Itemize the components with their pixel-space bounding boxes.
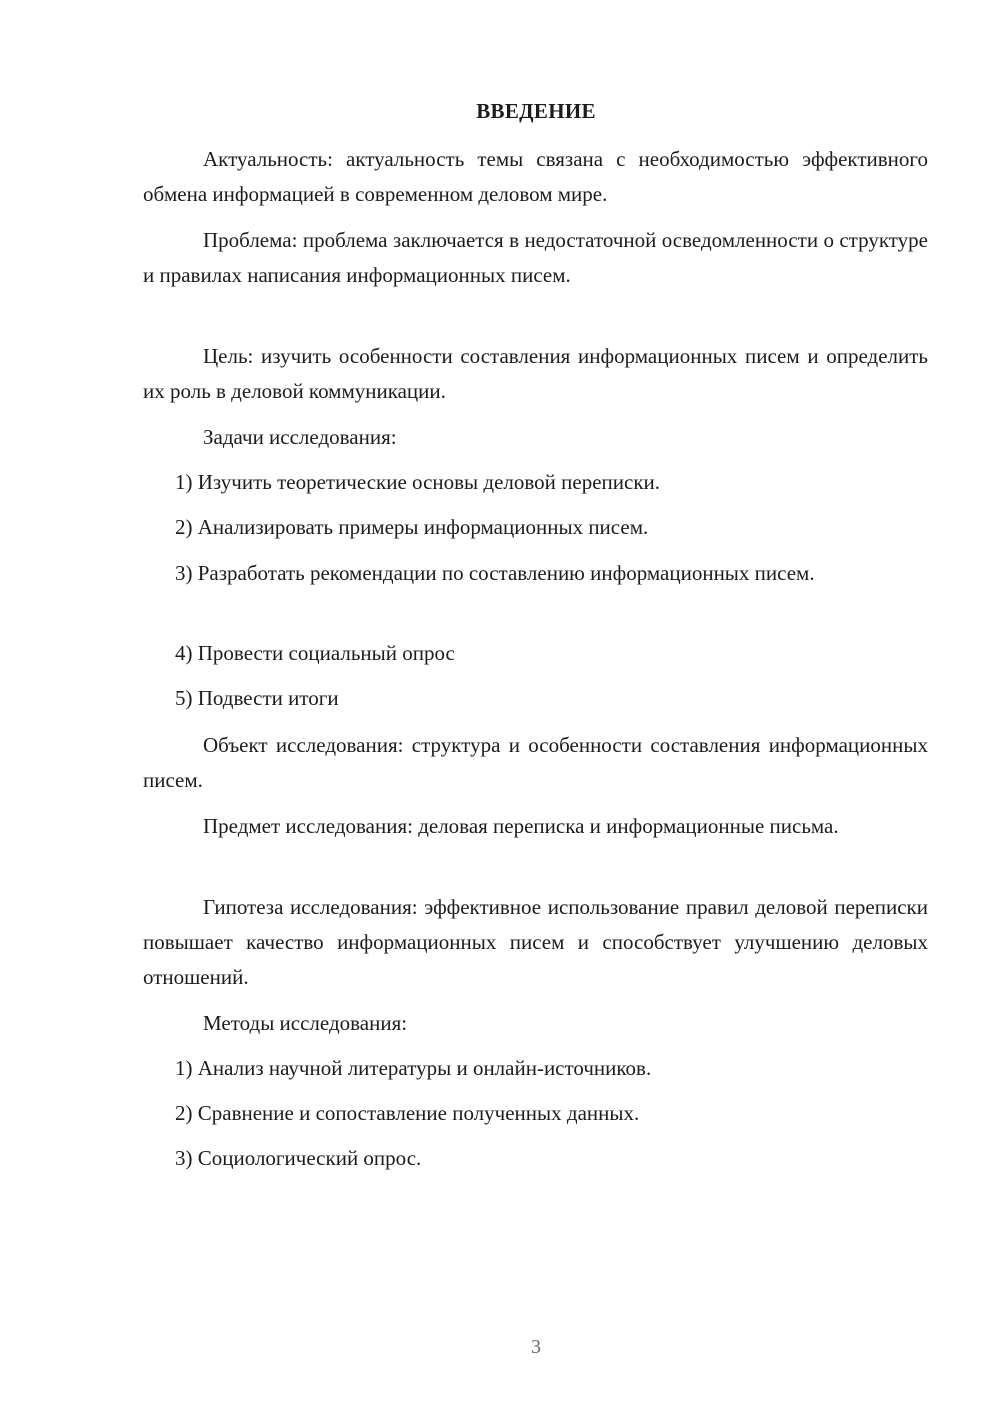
paragraph-tasks-heading: Задачи исследования: <box>203 425 397 449</box>
paragraph-hypothesis: Гипотеза исследования: эффективное использование правил деловой переписки повышает качество информационных писем и способствует улучшению деловых отношений. <box>143 895 928 989</box>
paragraph-methods-heading: Методы исследования: <box>203 1011 408 1035</box>
list-item-method-3: 3) Социологический опрос. <box>175 1146 422 1170</box>
list-item-task-2: 2) Анализировать примеры информационных писем. <box>175 515 649 539</box>
list-item-method-2: 2) Сравнение и сопоставление полученных данных. <box>175 1101 640 1125</box>
list-item-task-3: 3) Разработать рекомендации по составлению информационных писем. <box>175 561 815 585</box>
paragraph-relevance: Актуальность: актуальность темы связана с необходимостью эффективного обмена информацией в современном деловом мире. <box>143 147 928 206</box>
paragraph-problem: Проблема: проблема заключается в недостаточной осведомленности о структуре и правилах написания информационных писем. <box>143 228 928 287</box>
page-title: ВВЕДЕНИЕ <box>476 99 596 123</box>
list-item-task-5: 5) Подвести итоги <box>175 686 339 710</box>
list-item-method-1: 1) Анализ научной литературы и онлайн-источников. <box>175 1056 652 1080</box>
page-number: 3 <box>531 1336 541 1358</box>
list-item-task-1: 1) Изучить теоретические основы деловой переписки. <box>175 470 661 494</box>
paragraph-goal: Цель: изучить особенности составления информационных писем и определить их роль в деловой коммуникации. <box>143 344 928 403</box>
paragraph-object: Объект исследования: структура и особенности составления информационных писем. <box>143 733 928 792</box>
list-item-task-4: 4) Провести социальный опрос <box>175 641 455 665</box>
paragraph-subject: Предмет исследования: деловая переписка и информационные письма. <box>203 814 839 838</box>
